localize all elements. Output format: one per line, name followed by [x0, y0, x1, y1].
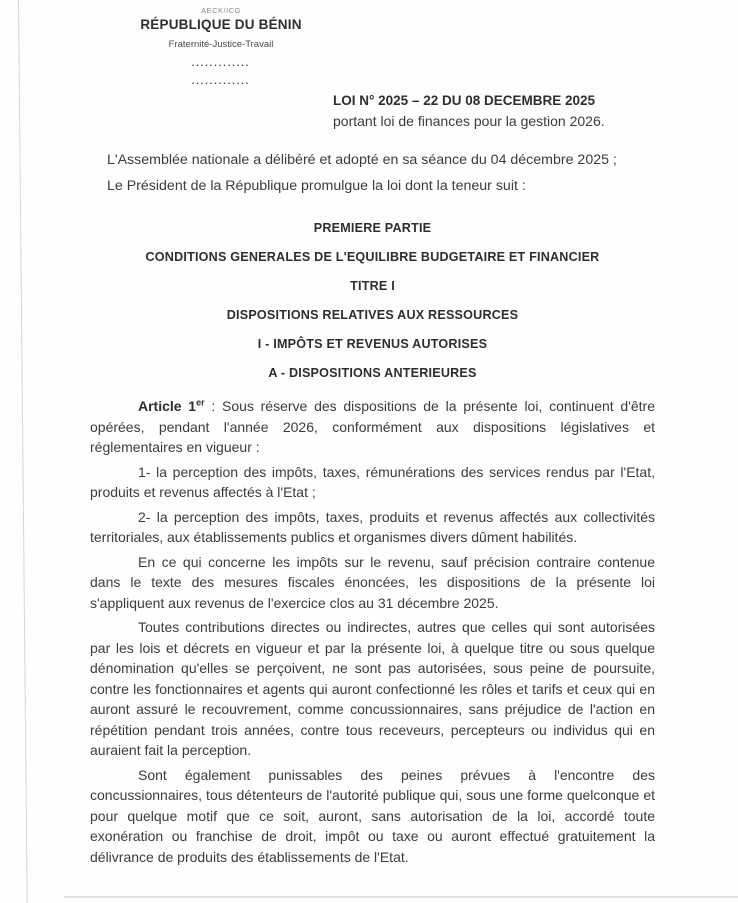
- letterhead: [90, 6, 352, 84]
- country-name: RÉPUBLIQUE DU BÉNIN: [140, 17, 302, 32]
- article-body: [90, 396, 655, 867]
- scan-bottom-edge-line: [64, 896, 738, 898]
- heading-subsection: A - DISPOSITIONS ANTERIEURES: [268, 366, 477, 380]
- preamble-line-president: Le Président de la République promulgue la loi dont la teneur suit :: [107, 177, 526, 194]
- article-1-label: Article 1er: [138, 397, 205, 414]
- section-headings: [90, 221, 655, 380]
- heading-part: PREMIERE PARTIE: [313, 221, 432, 235]
- law-number: LOI N° 2025 – 22 DU 08 DECEMBRE 2025: [333, 93, 596, 108]
- paragraph-penalties: Sont également punissables des peines prévues à l'encontre des concussionnaires, tous détenteurs de l'autorité publique qui, sous une forme quelconque et pour quelque motif que ce soit, auront, sans autorisation de la loi, accordé toute exonération ou franchise de droit, impôt ou taxe ou auront effectué gratuitement la délivrance de produits des établissements de l'Etat.: [90, 766, 655, 865]
- letterhead-reference-code: AECK/ICG: [201, 6, 241, 15]
- scan-left-edge-line: [18, 0, 28, 903]
- paragraph-income-tax: En ce qui concerne les impôts sur le revenu, sauf précision contraire contenue dans le texte des mesures fiscales énoncées, les dispositions de la présente loi s'appliquent aux revenus de l'exercice clos au 31 décembre 2025.: [90, 553, 655, 611]
- law-subject: portant loi de finances pour la gestion 2026.: [333, 113, 605, 129]
- preamble: [90, 148, 655, 199]
- preamble-line-assembly: L'Assemblée nationale a délibéré et adopté en sa séance du 04 décembre 2025 ;: [107, 152, 617, 168]
- heading-titre-name: DISPOSITIONS RELATIVES AUX RESSOURCES: [226, 308, 519, 322]
- article-1-text: : Sous réserve des dispositions de la présente loi, continuent d'être opérées, pendant l'année 2026, conformément aux dispositions législatives et réglementaires en vigueur :: [90, 398, 656, 455]
- dotted-separator: .............: [191, 78, 251, 84]
- article-1-ordinal-suffix: er: [196, 397, 205, 408]
- heading-titre: TITRE I: [350, 279, 395, 293]
- paragraph-item-1: 1- la perception des impôts, taxes, rémunérations des services rendus par l'Etat, produits et revenus affectés à l'Etat ;: [90, 463, 655, 500]
- page-content: [90, 6, 655, 867]
- paragraph-contributions: Toutes contributions directes ou indirectes, autres que celles qui sont autorisées par les lois et décrets en vigueur et par la présente loi, à quelque titre ou sous quelque dénomination qu'elles se perçoivent, ne sont pas autorisées, sous peine de poursuite, contre les fonctionnaires et agents qui auront confectionné les rôles et tarifs et ceux qui en auront assuré le recouvrement, comme concussionnaires, sans préjudice de l'action en répétition pendant trois années, contre tous receveurs, percepteurs ou individus qui en auraient fait la perception.: [90, 619, 655, 758]
- dotted-separator: .............: [191, 60, 251, 66]
- article-1-paragraph: [90, 396, 655, 458]
- heading-part-title: CONDITIONS GENERALES DE L'EQUILIBRE BUDGETAIRE ET FINANCIER: [145, 250, 600, 264]
- national-motto: Fraternité-Justice-Travail: [168, 39, 274, 50]
- paragraph-item-2: 2- la perception des impôts, taxes, produits et revenus affectés aux collectivités territoriales, aux établissements publics et organismes divers dûment habilités.: [90, 508, 655, 545]
- heading-section: I - IMPÔTS ET REVENUS AUTORISES: [257, 337, 488, 351]
- law-title-block: [333, 92, 655, 130]
